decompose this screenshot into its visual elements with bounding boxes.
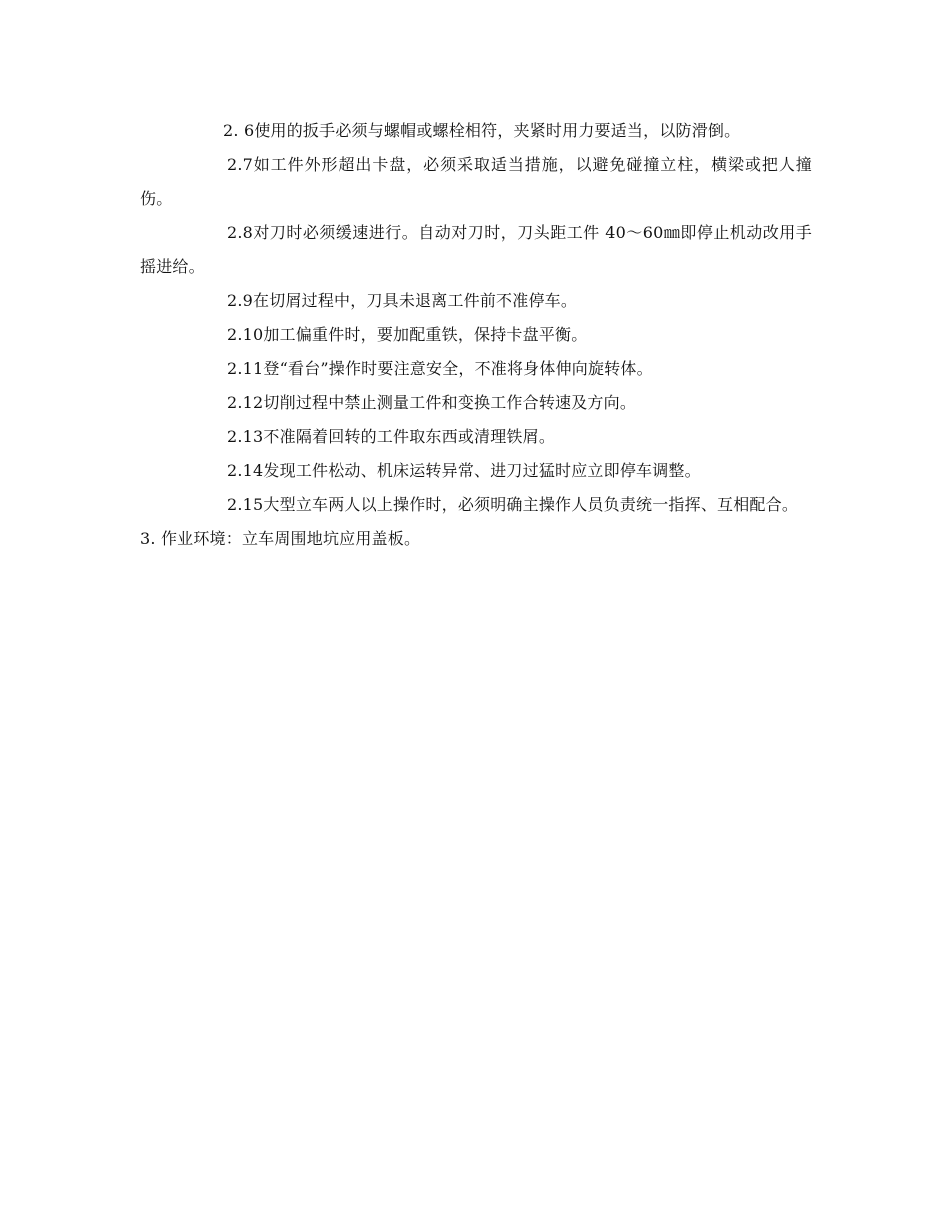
paragraph-2-15: 2.15大型立车两人以上操作时，必须明确主操作人员负责统一指挥、互相配合。 — [227, 495, 799, 514]
document-body — [140, 114, 812, 556]
paragraph-2-11: 2.11登“看台”操作时要注意安全，不准将身体伸向旋转体。 — [227, 359, 653, 378]
paragraph-2-8: 2.8对刀时必须缓速进行。自动对刀时，刀头距工件 40～60㎜即停止机动改用手摇进给。 — [140, 223, 812, 276]
paragraph-2-10: 2.10加工偏重件时，要加配重铁，保持卡盘平衡。 — [227, 325, 588, 344]
paragraph-2-13: 2.13不准隔着回转的工件取东西或清理铁屑。 — [227, 427, 556, 446]
paragraph-2-7: 2.7如工件外形超出卡盘，必须采取适当措施，以避免碰撞立柱，横梁或把人撞伤。 — [140, 155, 812, 208]
paragraph-2-14: 2.14发现工件松动、机床运转异常、进刀过猛时应立即停车调整。 — [227, 461, 701, 480]
paragraph-2-6: 2. 6使用的扳手必须与螺帽或螺栓相符，夹紧时用力要适当，以防滑倒。 — [223, 121, 741, 140]
paragraph-3: 3. 作业环境：立车周围地坑应用盖板。 — [140, 529, 421, 548]
paragraph-2-12: 2.12切削过程中禁止测量工件和变换工作合转速及方向。 — [227, 393, 637, 412]
paragraph-2-9: 2.9在切屑过程中，刀具未退离工件前不准停车。 — [227, 291, 578, 310]
